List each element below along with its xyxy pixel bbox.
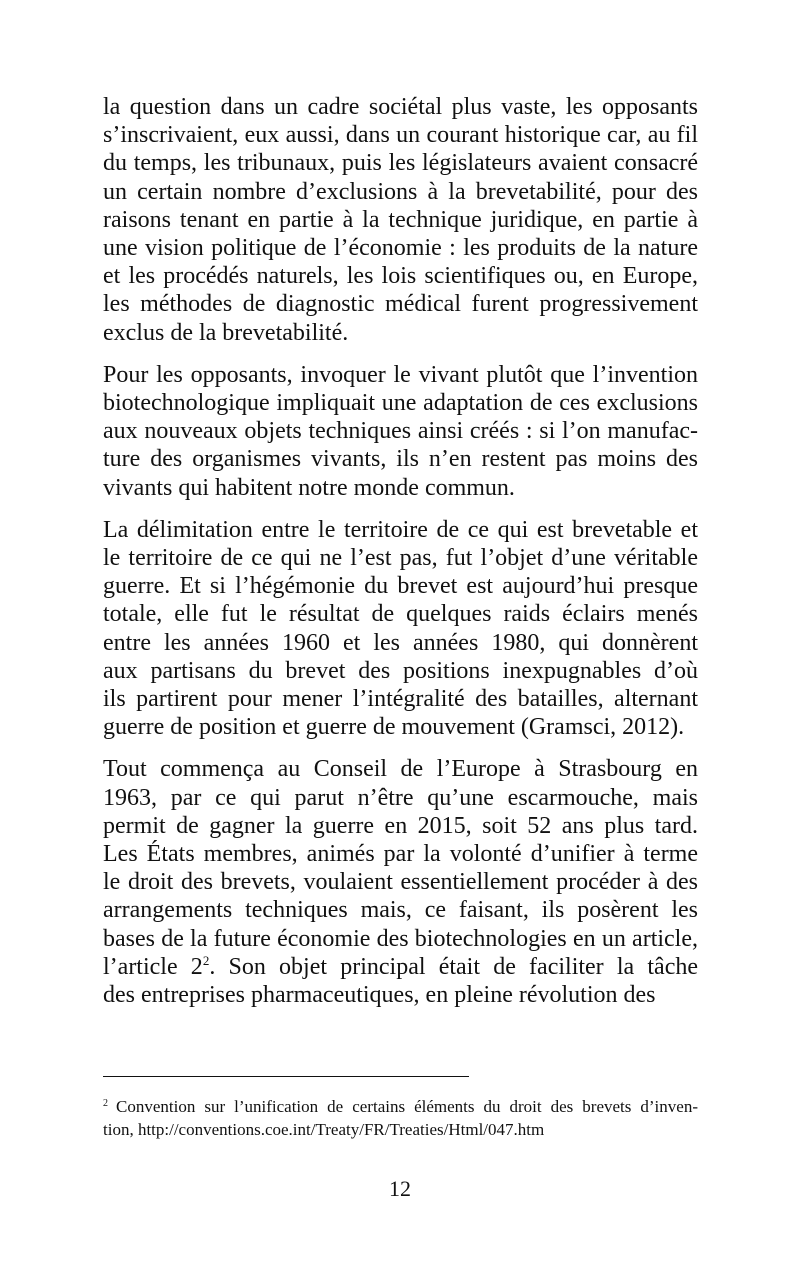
text-line: des entreprises pharmaceutiques, en pleine révolution des: [103, 982, 656, 1009]
text-line: ils partirent pour mener l’intégralité des batailles, alternant: [103, 686, 698, 713]
text-line: une vision politique de l’économie : les produits de la nature: [103, 235, 698, 262]
text-line: totale, elle fut le résultat de quelques raids éclairs menés: [103, 601, 698, 628]
text-line: entre les années 1960 et les années 1980, qui donnèrent: [103, 629, 698, 656]
text-line: 1963, par ce qui parut n’être qu’une escarmouche, mais: [103, 784, 698, 811]
text-line: vivants qui habitent notre monde commun.: [103, 474, 515, 501]
text-line: l’article $2^2$. Son objet principal était de faciliter la tâche: [103, 952, 698, 980]
text-line: ture des organismes vivants, ils n’en restent pas moins des: [103, 446, 698, 473]
paragraph: [103, 93, 698, 347]
text-line: exclus de la brevetabilité.: [103, 319, 349, 346]
text-line: s’inscrivaient, eux aussi, dans un courant historique car, au fil: [103, 122, 698, 149]
text-line: les méthodes de diagnostic médical furent progressivement: [103, 291, 698, 318]
text-line: la question dans un cadre sociétal plus vaste, les opposants: [103, 94, 698, 120]
text-line: bases de la future économie des biotechnologies en un article,: [103, 925, 698, 952]
footnote-reference[interactable]: 2: [202, 952, 210, 968]
footnote: [103, 1095, 698, 1141]
text-line: du temps, les tribunaux, puis les législateurs avaient consacré: [103, 150, 698, 177]
body-text: [103, 93, 698, 1023]
text-line: un certain nombre d’exclusions à la brevetabilité, pour des: [103, 178, 698, 205]
text-line: le droit des brevets, voulaient essentiellement procéder à des: [103, 869, 698, 896]
footnote-number: 2: [103, 1098, 108, 1109]
page-number: 12: [389, 1176, 411, 1201]
footnote-line: [103, 1095, 698, 1118]
text-line: permit de gagner la guerre en 2015, soit 52 ans plus tard.: [103, 812, 698, 839]
paragraph: [103, 361, 698, 502]
text-line: le territoire de ce qui ne l’est pas, fut l’objet d’une véritable: [103, 545, 698, 572]
footnote-line: tion, http://conventions.coe.int/Treaty/FR/Treaties/Html/047.htm: [103, 1120, 545, 1139]
text-line: Pour les opposants, invoquer le vivant plutôt que l’invention: [103, 361, 698, 388]
footnote-separator: [103, 1076, 469, 1077]
text-line: Tout commença au Conseil de l’Europe à Strasbourg en: [103, 756, 698, 783]
paragraph: [103, 755, 698, 1009]
footnote-text: Convention sur l’unification de certains éléments du droit des brevets d’inven-: [116, 1097, 698, 1116]
text-line: aux partisans du brevet des positions inexpugnables d’où: [103, 657, 698, 684]
text-line: Les États membres, animés par la volonté d’unifier à terme: [103, 841, 698, 868]
text-line: biotechnologique impliquait une adaptation de ces exclusions: [103, 390, 698, 417]
text-line: La délimitation entre le territoire de ce qui est brevetable et: [103, 516, 698, 543]
text-line: aux nouveaux objets techniques ainsi créés : si l’on manufac-: [103, 418, 698, 445]
text-line: et les procédés naturels, les lois scientifiques ou, en Europe,: [103, 263, 698, 290]
text-line: guerre. Et si l’hégémonie du brevet est aujourd’hui presque: [103, 573, 698, 600]
paragraph: [103, 516, 698, 742]
text-line: arrangements techniques mais, ce faisant, ils posèrent les: [103, 897, 698, 924]
text-line: guerre de position et guerre de mouvement (Gramsci, 2012).: [103, 714, 685, 741]
text-line: raisons tenant en partie à la technique juridique, en partie à: [103, 206, 698, 233]
